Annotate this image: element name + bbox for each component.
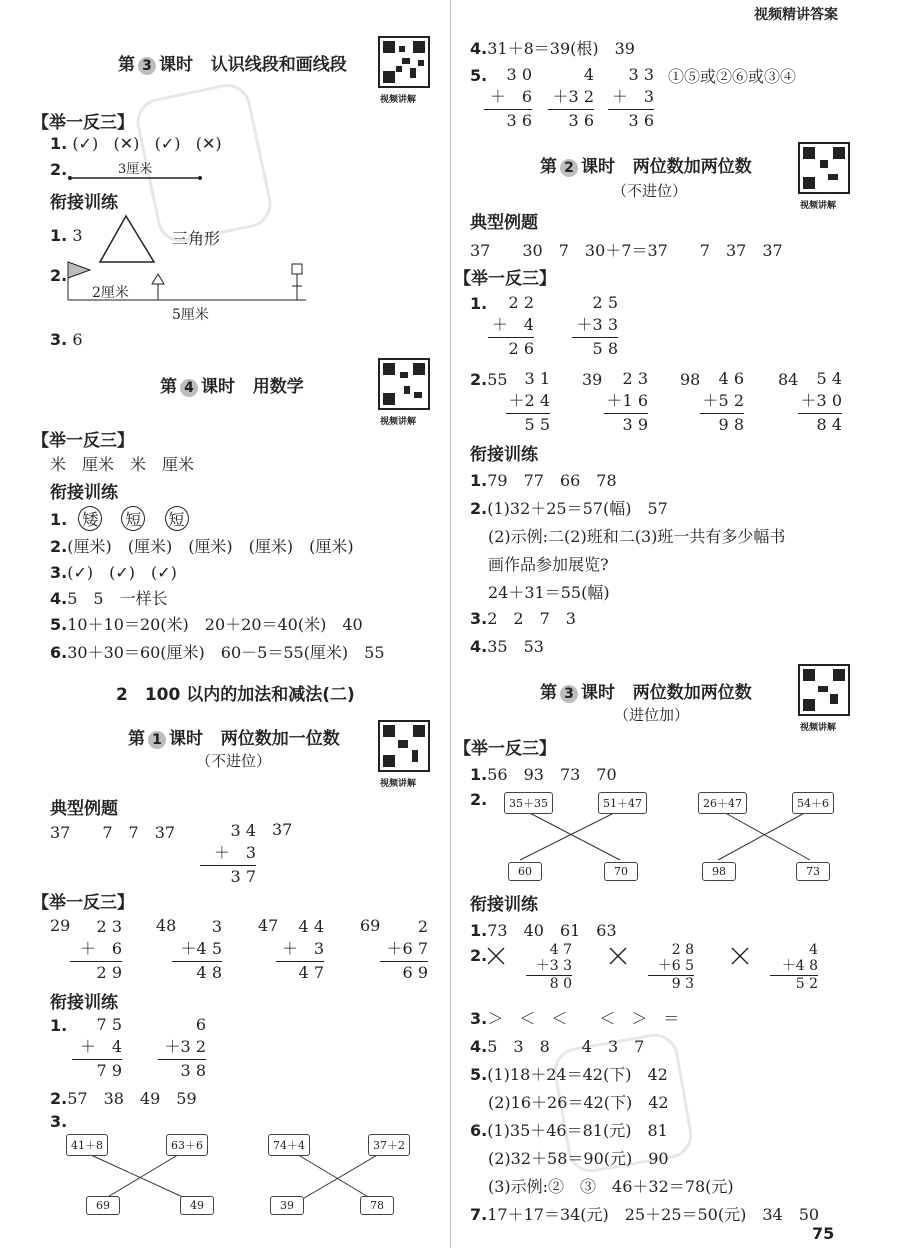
answer-item-lead: 69	[360, 916, 381, 935]
section-heading: 【举一反三】	[32, 431, 134, 451]
expression-card: 35＋35	[504, 792, 553, 814]
vertical-calc: 3 3 ＋ 3 3 6	[608, 64, 654, 132]
answer-card: 73	[796, 862, 830, 881]
lesson-title: 第 3 课时 认识线段和画线段	[118, 55, 347, 75]
vertical-calc: 4 7 ＋3 3 8 0	[526, 942, 572, 992]
vertical-calc: 2 3 ＋1 6 3 9	[604, 368, 648, 436]
answer-line: 37 30 7 30＋7＝37 7 37 37	[470, 241, 783, 260]
answer-line: 2.	[50, 160, 68, 179]
answer-line: 2.	[50, 266, 68, 285]
answer-line: 3.(✓) (✓) (✓)	[50, 563, 177, 582]
answer-line: 37 7 7 37	[50, 823, 176, 842]
answer-line: ①⑤或②⑥或③④	[668, 67, 797, 86]
qr-code-icon[interactable]	[378, 358, 430, 410]
answer-line: 6.(1)35＋46＝81(元) 81	[470, 1121, 668, 1140]
header-label: 视频精讲答案	[754, 7, 838, 23]
vertical-calc: 2 2 ＋ 4 2 6	[488, 292, 534, 360]
answer-line: 2.	[470, 946, 488, 965]
expression-card: 54＋6	[792, 792, 834, 814]
answer-line: (2)示例:二(2)班和二(3)班一共有多少幅书	[488, 527, 786, 546]
answer-card: 78	[360, 1196, 394, 1215]
expression-card: 51＋47	[598, 792, 647, 814]
vertical-calc: 7 5 ＋ 4 7 9	[72, 1014, 122, 1082]
answer-line: 4.5 3 8 4 3 7	[470, 1037, 645, 1056]
vertical-calc: 5 4 ＋3 0 8 4	[798, 368, 842, 436]
answer-item-lead: 29	[50, 916, 71, 935]
answer-line: 6.30＋30＝60(厘米) 60－5＝55(厘米) 55	[50, 643, 385, 662]
expression-card: 37＋2	[368, 1134, 410, 1156]
cross-icon	[608, 946, 628, 966]
answer-card: 69	[86, 1196, 120, 1215]
section-heading: 衔接训练	[50, 993, 118, 1013]
section-heading: 衔接训练	[470, 445, 538, 465]
vertical-calc: 3 1 ＋2 4 5 5	[506, 368, 550, 436]
answer-item-lead: 39	[582, 370, 603, 389]
expression-card: 74＋4	[268, 1134, 310, 1156]
answer-line: 5.(1)18＋24＝42(下) 42	[470, 1065, 668, 1084]
answer-item-lead: 47	[258, 916, 279, 935]
answer-card: 98	[702, 862, 736, 881]
answer-item-lead: 84	[778, 370, 799, 389]
column-divider	[450, 0, 451, 1248]
expression-card: 41＋8	[66, 1134, 108, 1156]
answer-line: 5.	[470, 66, 488, 85]
vertical-calc: 4 4 ＋ 3 4 7	[276, 916, 324, 984]
vertical-calc: 3 4 ＋ 3 3 7	[200, 820, 256, 888]
qr-caption: 视频讲解	[380, 417, 417, 427]
qr-code-icon[interactable]	[798, 664, 850, 716]
answer-line: 3.＞ ＜ ＜ ＜ ＞ ＝	[470, 1009, 680, 1028]
section-heading: 典型例题	[470, 213, 538, 233]
answer-card: 60	[508, 862, 542, 881]
lesson-title: 第 1 课时 两位数加一位数	[128, 729, 340, 749]
qr-code-icon[interactable]	[378, 36, 430, 88]
vertical-calc: 4 ＋4 8 5 2	[770, 942, 818, 992]
section-heading: 【举一反三】	[32, 113, 134, 133]
measure-label: 2厘米	[92, 285, 129, 301]
matching-lines	[480, 806, 860, 868]
answer-line: 1.56 93 73 70	[470, 765, 617, 784]
unit-title: 2 100 以内的加法和减法(二)	[116, 685, 355, 705]
answer-line: 1.73 40 61 63	[470, 921, 617, 940]
measure-label: 3厘米	[118, 162, 153, 177]
answer-line: (2)32＋58＝90(元) 90	[488, 1149, 669, 1168]
section-heading: 衔接训练	[470, 895, 538, 915]
answer-line: 2.55	[470, 370, 508, 389]
qr-caption: 视频讲解	[800, 201, 837, 211]
section-heading: 衔接训练	[50, 193, 118, 213]
answer-line: 2.57 38 49 59	[50, 1089, 197, 1108]
answer-line: 1. 矮 短 短	[50, 506, 189, 531]
cross-icon	[730, 946, 750, 966]
lesson-title: 第 3 课时 两位数加两位数	[540, 683, 752, 703]
vertical-calc: 4 ＋3 2 3 6	[548, 64, 594, 132]
lesson-subtitle: （不进位）	[196, 752, 272, 770]
vertical-calc: 2 ＋6 7 6 9	[380, 916, 428, 984]
answer-card: 39	[270, 1196, 304, 1215]
answer-line: 1.	[470, 294, 488, 313]
vertical-calc: 2 3 ＋ 6 2 9	[70, 916, 122, 984]
section-heading: 典型例题	[50, 799, 118, 819]
lesson-subtitle: （不进位）	[612, 182, 688, 200]
answer-line: 3. 6	[50, 330, 83, 349]
answer-line: 4.5 5 一样长	[50, 589, 168, 608]
expression-card: 63＋6	[166, 1134, 208, 1156]
qr-caption: 视频讲解	[800, 723, 837, 733]
section-heading: 【举一反三】	[454, 269, 556, 289]
vertical-calc: 3 ＋4 5 4 8	[172, 916, 222, 984]
answer-line: 5.10＋10＝20(米) 20＋20＝40(米) 40	[50, 615, 363, 634]
vertical-calc: 3 0 ＋ 6 3 6	[484, 64, 532, 132]
qr-caption: 视频讲解	[380, 95, 417, 105]
qr-code-icon[interactable]	[378, 720, 430, 772]
measure-label: 5厘米	[172, 307, 209, 323]
shape-label: 三角形	[172, 229, 221, 248]
answer-line: 1.79 77 66 78	[470, 471, 617, 490]
answer-line: 4.31＋8＝39(根) 39	[470, 39, 635, 58]
answer-line: 7.17＋17＝34(元) 25＋25＝50(元) 34 50	[470, 1205, 820, 1224]
answer-line: 3.2 2 7 3	[470, 609, 576, 628]
answer-line: 37	[272, 820, 293, 839]
answer-line: 3.	[50, 1112, 68, 1131]
vertical-calc: 2 8 ＋6 5 9 3	[648, 942, 694, 992]
answer-line: 画作品参加展览?	[488, 555, 609, 574]
cross-icon	[486, 946, 506, 966]
section-heading: 【举一反三】	[32, 893, 134, 913]
answer-line: 米 厘米 米 厘米	[50, 455, 195, 474]
answer-line: 1.	[50, 1016, 68, 1035]
answer-line: 1. 3	[50, 226, 83, 245]
answer-line: 2.(1)32＋25＝57(幅) 57	[470, 499, 668, 518]
section-heading: 衔接训练	[50, 483, 118, 503]
qr-caption: 视频讲解	[380, 779, 417, 789]
answer-item-lead: 98	[680, 370, 701, 389]
vertical-calc: 2 5 ＋3 3 5 8	[572, 292, 618, 360]
section-heading: 【举一反三】	[454, 739, 556, 759]
answer-line: (3)示例:② ③ 46＋32＝78(元)	[488, 1177, 734, 1196]
answer-line: 2.(厘米) (厘米) (厘米) (厘米) (厘米)	[50, 537, 354, 556]
lesson-title: 第 4 课时 用数学	[160, 377, 304, 397]
expression-card: 26＋47	[698, 792, 747, 814]
answer-line: 1. (✓) (✕) (✓) (✕)	[50, 134, 222, 153]
answer-line: 2.	[470, 790, 488, 809]
answer-item-lead: 48	[156, 916, 177, 935]
lesson-subtitle: （进位加）	[614, 706, 690, 724]
lesson-title: 第 2 课时 两位数加两位数	[540, 157, 752, 177]
answer-line: 24＋31＝55(幅)	[488, 583, 610, 602]
vertical-calc: 4 6 ＋5 2 9 8	[700, 368, 744, 436]
answer-card: 70	[604, 862, 638, 881]
answer-card: 49	[180, 1196, 214, 1215]
page-number: 75	[812, 1224, 835, 1243]
answer-line: (2)16＋26＝42(下) 42	[488, 1093, 669, 1112]
qr-code-icon[interactable]	[798, 142, 850, 194]
answer-line: 4.35 53	[470, 637, 544, 656]
vertical-calc: 6 ＋3 2 3 8	[158, 1014, 206, 1082]
